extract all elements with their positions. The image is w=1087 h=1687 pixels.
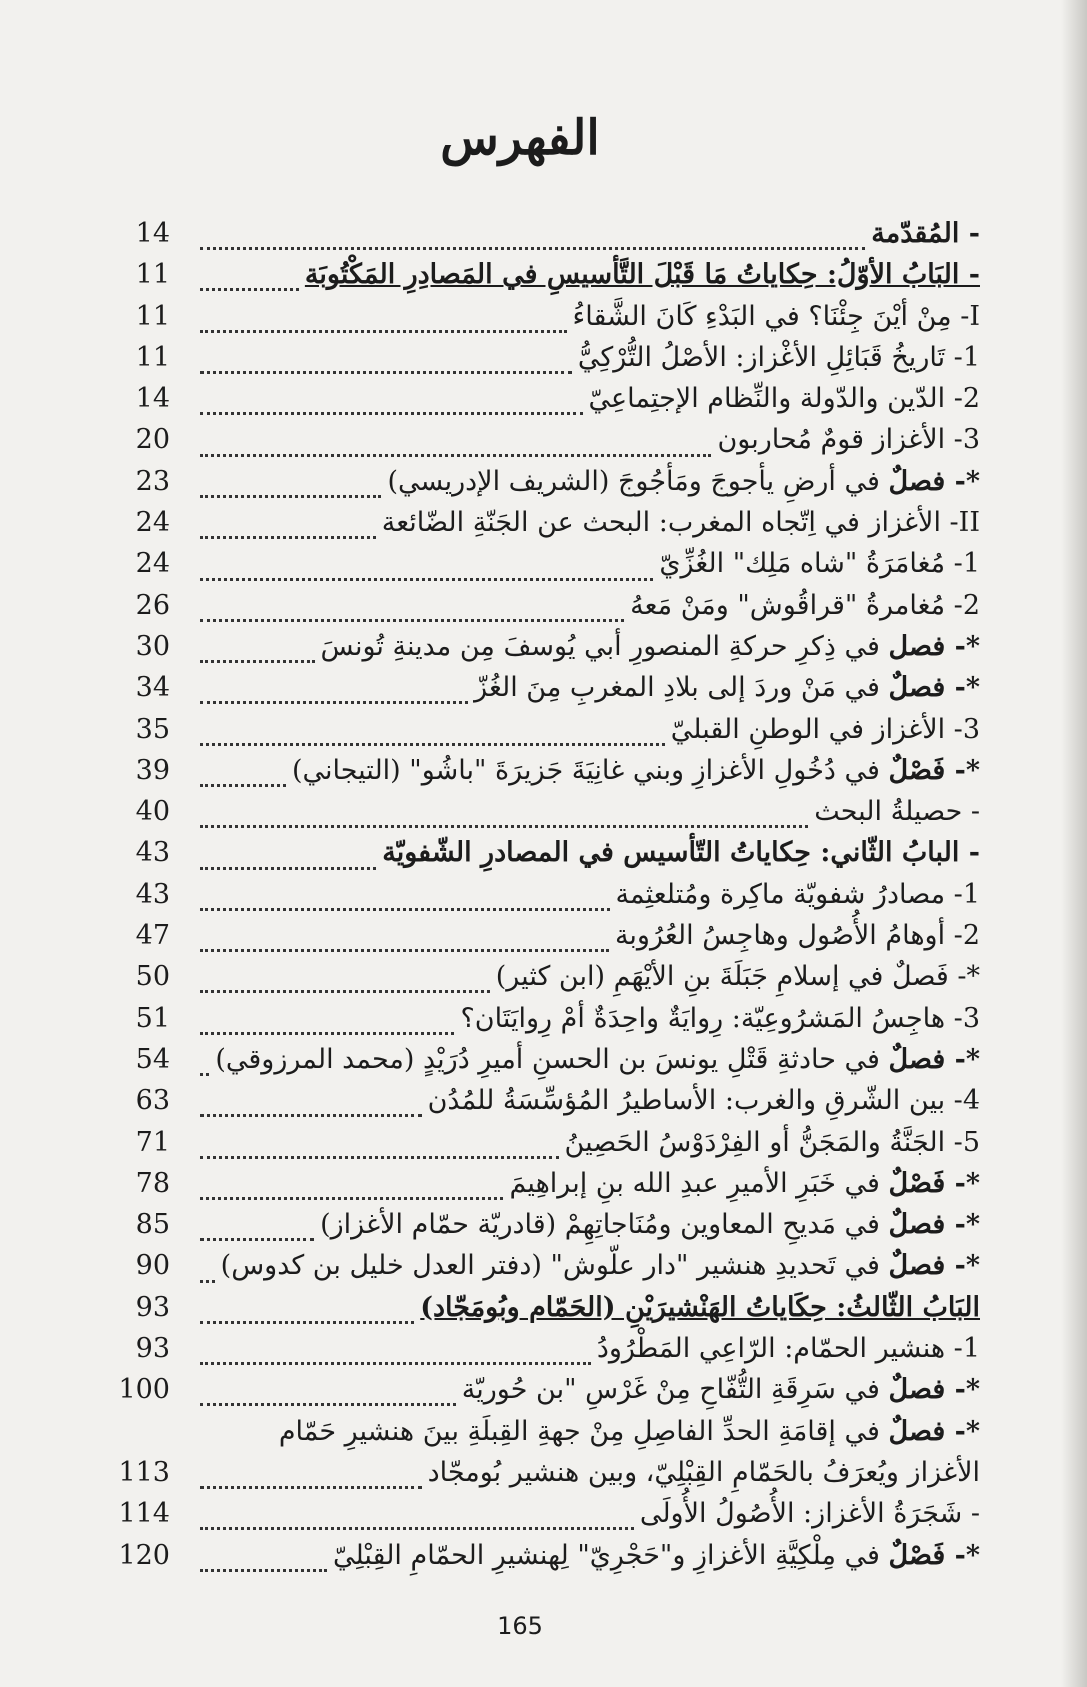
toc-page-number: 30: [135, 630, 170, 662]
toc-dot-leader: [200, 1466, 422, 1489]
toc-page-number: 113: [118, 1456, 170, 1488]
toc-entry: [90, 590, 980, 631]
toc-entry: [90, 631, 980, 672]
toc-page-number: 90: [135, 1250, 170, 1282]
toc-entry-title: - شَجَرَةُ الأغزاز: الأُصُولُ الأُولَى: [639, 1498, 980, 1530]
toc-dot-leader: [200, 392, 583, 415]
toc-dot-leader: [200, 888, 610, 911]
toc-entry-title: البَابُ الثّالثُ: حِكَاياتُ الهَنْشيرَيْنِ (الحَمّام وبُومَجّاد): [420, 1291, 980, 1323]
toc-dot-leader: [200, 805, 808, 828]
toc-entry-title: 1- مُغامَرَةُ "شاه مَلِك" الغُزِّيّ: [659, 548, 980, 580]
toc-page-number: 11: [135, 259, 170, 291]
toc-entry-title: *- فصلٌ في مَديحِ المعاوين ومُنَاجاتِهِمْ (قادريّة حمّام الأغزاز): [320, 1209, 980, 1241]
toc-dot-leader: [200, 681, 468, 704]
toc-dot-leader: [200, 1507, 634, 1530]
toc-dot-leader: [200, 1549, 327, 1572]
toc-dot-leader: [200, 227, 865, 250]
toc-entry-title: *- فصلٌ في حادثةِ قَتْلِ يونسَ بن الحسنِ أميرِ دُرَيْدٍ (محمد المرزوقي): [215, 1043, 980, 1075]
toc-entry-title: الأغزاز ويُعرَفُ بالحَمّامِ القِبْلِيّ، وبين هنشير بُومجّاد: [427, 1456, 980, 1488]
toc-page-number: 34: [135, 672, 170, 704]
toc-entry: [90, 1416, 980, 1457]
toc-dot-leader: [200, 475, 381, 498]
toc-page-number: 43: [135, 878, 170, 910]
toc-page-number: 63: [135, 1085, 170, 1117]
toc-dot-leader: [200, 764, 286, 787]
toc-page-number: 50: [135, 961, 170, 993]
toc-entry: [90, 1085, 980, 1126]
toc-page-number: 40: [135, 796, 170, 828]
toc-page-number: 24: [135, 548, 170, 580]
toc-dot-leader: [200, 640, 315, 663]
toc-entry: [90, 1498, 980, 1539]
toc-dot-leader: [200, 723, 665, 746]
toc-page-number: 43: [135, 837, 170, 869]
toc-page-number: 20: [135, 424, 170, 456]
toc-page-number: 24: [135, 507, 170, 539]
toc-entry: [90, 301, 980, 342]
toc-entry-title: 1- مصادرُ شفويّة ماكِرة ومُتلعثِمة: [615, 878, 980, 910]
toc-dot-leader: [200, 1136, 559, 1159]
toc-page-number: 14: [135, 383, 170, 415]
toc-entry-title: 1- تَاريخُ قَبَائِلِ الأغْزاز: الأصْلُ التُّرْكِيُّ: [577, 341, 980, 373]
toc-page-number: 100: [118, 1374, 170, 1406]
toc-entry: [90, 796, 980, 837]
toc-dot-leader: [200, 1342, 591, 1365]
toc-dot-leader: [200, 558, 653, 581]
toc-entry: [90, 714, 980, 755]
toc-page-number: 120: [118, 1539, 170, 1571]
toc-entry: [90, 259, 980, 300]
toc-entry-title: I- مِنْ أيْنَ جِئْنَا؟ في البَدْءِ كَانَ الشَّقاءُ: [572, 300, 980, 332]
toc-entry-title: 1- هنشير الحمّام: الرّاعِي المَطْرُودُ: [596, 1333, 980, 1365]
toc-entry-title: - البَابُ الأوّلُ: حِكاياتُ مَا قَبْلَ التَّأسيسِ في المَصادِرِ المَكْتُوبَة: [304, 259, 980, 291]
toc-entry: [90, 1250, 980, 1291]
toc-entry-title: *- فصلٌ في إقامَةِ الحدِّ الفاصِلِ مِنْ جهةِ القِبلَةِ بينَ هنشيرِ حَمّام: [278, 1415, 980, 1447]
toc-page-number: 71: [135, 1126, 170, 1158]
toc-entry-title: 2- أوهامُ الأُصُول وهاجِسُ العُرُوبة: [614, 920, 980, 952]
toc-dot-leader: [200, 599, 624, 622]
toc-page-number: 78: [135, 1167, 170, 1199]
toc-dot-leader: [200, 970, 490, 993]
toc-page-number: 39: [135, 754, 170, 786]
toc-dot-leader: [200, 1383, 456, 1406]
toc-dot-leader: [200, 1218, 314, 1241]
toc-dot-leader: [200, 310, 567, 333]
toc-page-number: 93: [135, 1333, 170, 1365]
toc-entry: [90, 1292, 980, 1333]
toc-entry: [90, 1127, 980, 1168]
toc-entry: [90, 507, 980, 548]
toc-page-number: 47: [135, 920, 170, 952]
toc-entry-title: *- فَصْلٌ في خَبَرِ الأميرِ عبدِ الله بنِ إبراهِيمَ: [509, 1167, 980, 1199]
toc-entry-title: 3- الأغزاز قومٌ مُحاربون: [717, 424, 980, 456]
toc-page-number: 23: [135, 465, 170, 497]
toc-entry-title: *- فَصْلٌ في دُخُولِ الأغزازِ وبني غانِيَةَ جَزيرَةَ "باشُو" (التيجاني): [291, 754, 980, 786]
toc-entry-title: 3- هاجِسُ المَشرُوعِيّة: رِوايَةٌ واحِدَةٌ أمْ رِوايَتَان؟: [460, 1002, 980, 1034]
toc-entry: [90, 755, 980, 796]
toc-entry-title: *- فصل في ذِكرِ حركةِ المنصورِ أبي يُوسفَ مِن مدينةِ تُونسَ: [320, 630, 980, 662]
toc-entry-title: *- فَصلٌ في إسلامِ جَبَلَةَ بنِ الأيْهَمِ (ابن كثير): [495, 961, 980, 993]
toc-entry: [90, 837, 980, 878]
toc-dot-leader: [200, 1301, 414, 1324]
toc-entry-title: - البابُ الثّاني: حِكاياتُ التّأسيس في المصادرِ الشّفويّة: [382, 837, 980, 869]
toc-entry: [90, 424, 980, 465]
toc-dot-leader: [200, 1053, 209, 1076]
toc-page-number: 35: [135, 713, 170, 745]
toc-entry-title: *- فصلٌ في تَحديدِ هنشير "دار علّوش" (دفتر العدل خليل بن كدوس): [220, 1250, 980, 1282]
toc-dot-leader: [200, 1012, 454, 1035]
toc-page-number: 51: [135, 1002, 170, 1034]
toc-dot-leader: [200, 1094, 422, 1117]
toc-page-number: 26: [135, 589, 170, 621]
toc-entry-title: *- فصلٌ في أرضِ يأجوجَ ومَأجُوجَ (الشريف الإدريسي): [387, 465, 980, 497]
toc-entry: [90, 383, 980, 424]
page-number: 165: [497, 1612, 543, 1640]
toc-entry-title: 4- بين الشّرقِ والغرب: الأساطيرُ المُؤسِّسَةُ للمُدُن: [427, 1085, 980, 1117]
toc-entry: [90, 1003, 980, 1044]
toc-entry-title: 3- الأغزاز في الوطنِ القبليّ: [670, 713, 980, 745]
toc-page-number: 114: [118, 1498, 170, 1530]
toc-page-number: 54: [135, 1043, 170, 1075]
toc-entry-title: II- الأغزاز في اِتّجاه المغرب: البحث عن الجَنّةِ الضّائعة: [381, 507, 980, 539]
toc-entry: [90, 1333, 980, 1374]
toc-entry: [90, 961, 980, 1002]
toc-dot-leader: [200, 1177, 503, 1200]
toc-dot-leader: [200, 847, 376, 870]
toc-dot-leader: [200, 268, 299, 291]
toc-entry: [90, 1374, 980, 1415]
toc-entry-title: *- فَصْلٌ في مِلْكِيَّةِ الأغزازِ و"حَجْرِيّ" لِهنشيرِ الحمّامِ القِبْلِيّ: [332, 1539, 980, 1571]
toc-entry: [90, 1457, 980, 1498]
toc-entry-title: 2- مُغامرةُ "قراقُوش" ومَنْ مَعهُ: [630, 589, 980, 621]
page-title: الفهرس: [440, 110, 600, 167]
toc-entry: [90, 672, 980, 713]
toc-entry: [90, 548, 980, 589]
toc-entry-title: *- فصلٌ في سَرِقَةِ التُّفّاحِ مِنْ غَرْسِ "بن حُوريّة: [461, 1374, 980, 1406]
toc-entry-title: 5- الجَنَّةُ والمَجَنُّ أو الفِرْدَوْسُ الحَصِينُ: [564, 1126, 980, 1158]
toc-page-number: 14: [135, 218, 170, 249]
toc-entry: [90, 1540, 980, 1581]
toc-dot-leader: [200, 1260, 215, 1283]
toc-page-number: 85: [135, 1209, 170, 1241]
toc-entry: [90, 920, 980, 961]
toc-dot-leader: [200, 351, 572, 374]
toc-entry-title: *- فصلٌ في مَنْ وردَ إلى بلادِ المغربِ مِنَ الغُزّ: [474, 672, 980, 704]
toc-entry: [90, 1209, 980, 1250]
table-of-contents: [90, 218, 980, 1581]
toc-entry-title: 2- الدّين والدّولة والنِّظام الإجتِماعِيّ: [588, 383, 980, 415]
toc-entry: [90, 342, 980, 383]
toc-page-number: 11: [135, 300, 170, 332]
toc-entry-title: - حصيلةُ البحث: [814, 796, 980, 828]
toc-page-number: 11: [135, 341, 170, 373]
toc-entry: [90, 1168, 980, 1209]
toc-entry-title: - المُقدّمة: [871, 218, 980, 249]
toc-dot-leader: [200, 516, 376, 539]
toc-entry: [90, 879, 980, 920]
toc-entry: [90, 466, 980, 507]
toc-dot-leader: [200, 929, 609, 952]
toc-entry: [90, 218, 980, 259]
page-edge-shadow: [1061, 0, 1087, 1687]
toc-dot-leader: [200, 434, 711, 457]
toc-page-number: 93: [135, 1291, 170, 1323]
toc-entry: [90, 1044, 980, 1085]
